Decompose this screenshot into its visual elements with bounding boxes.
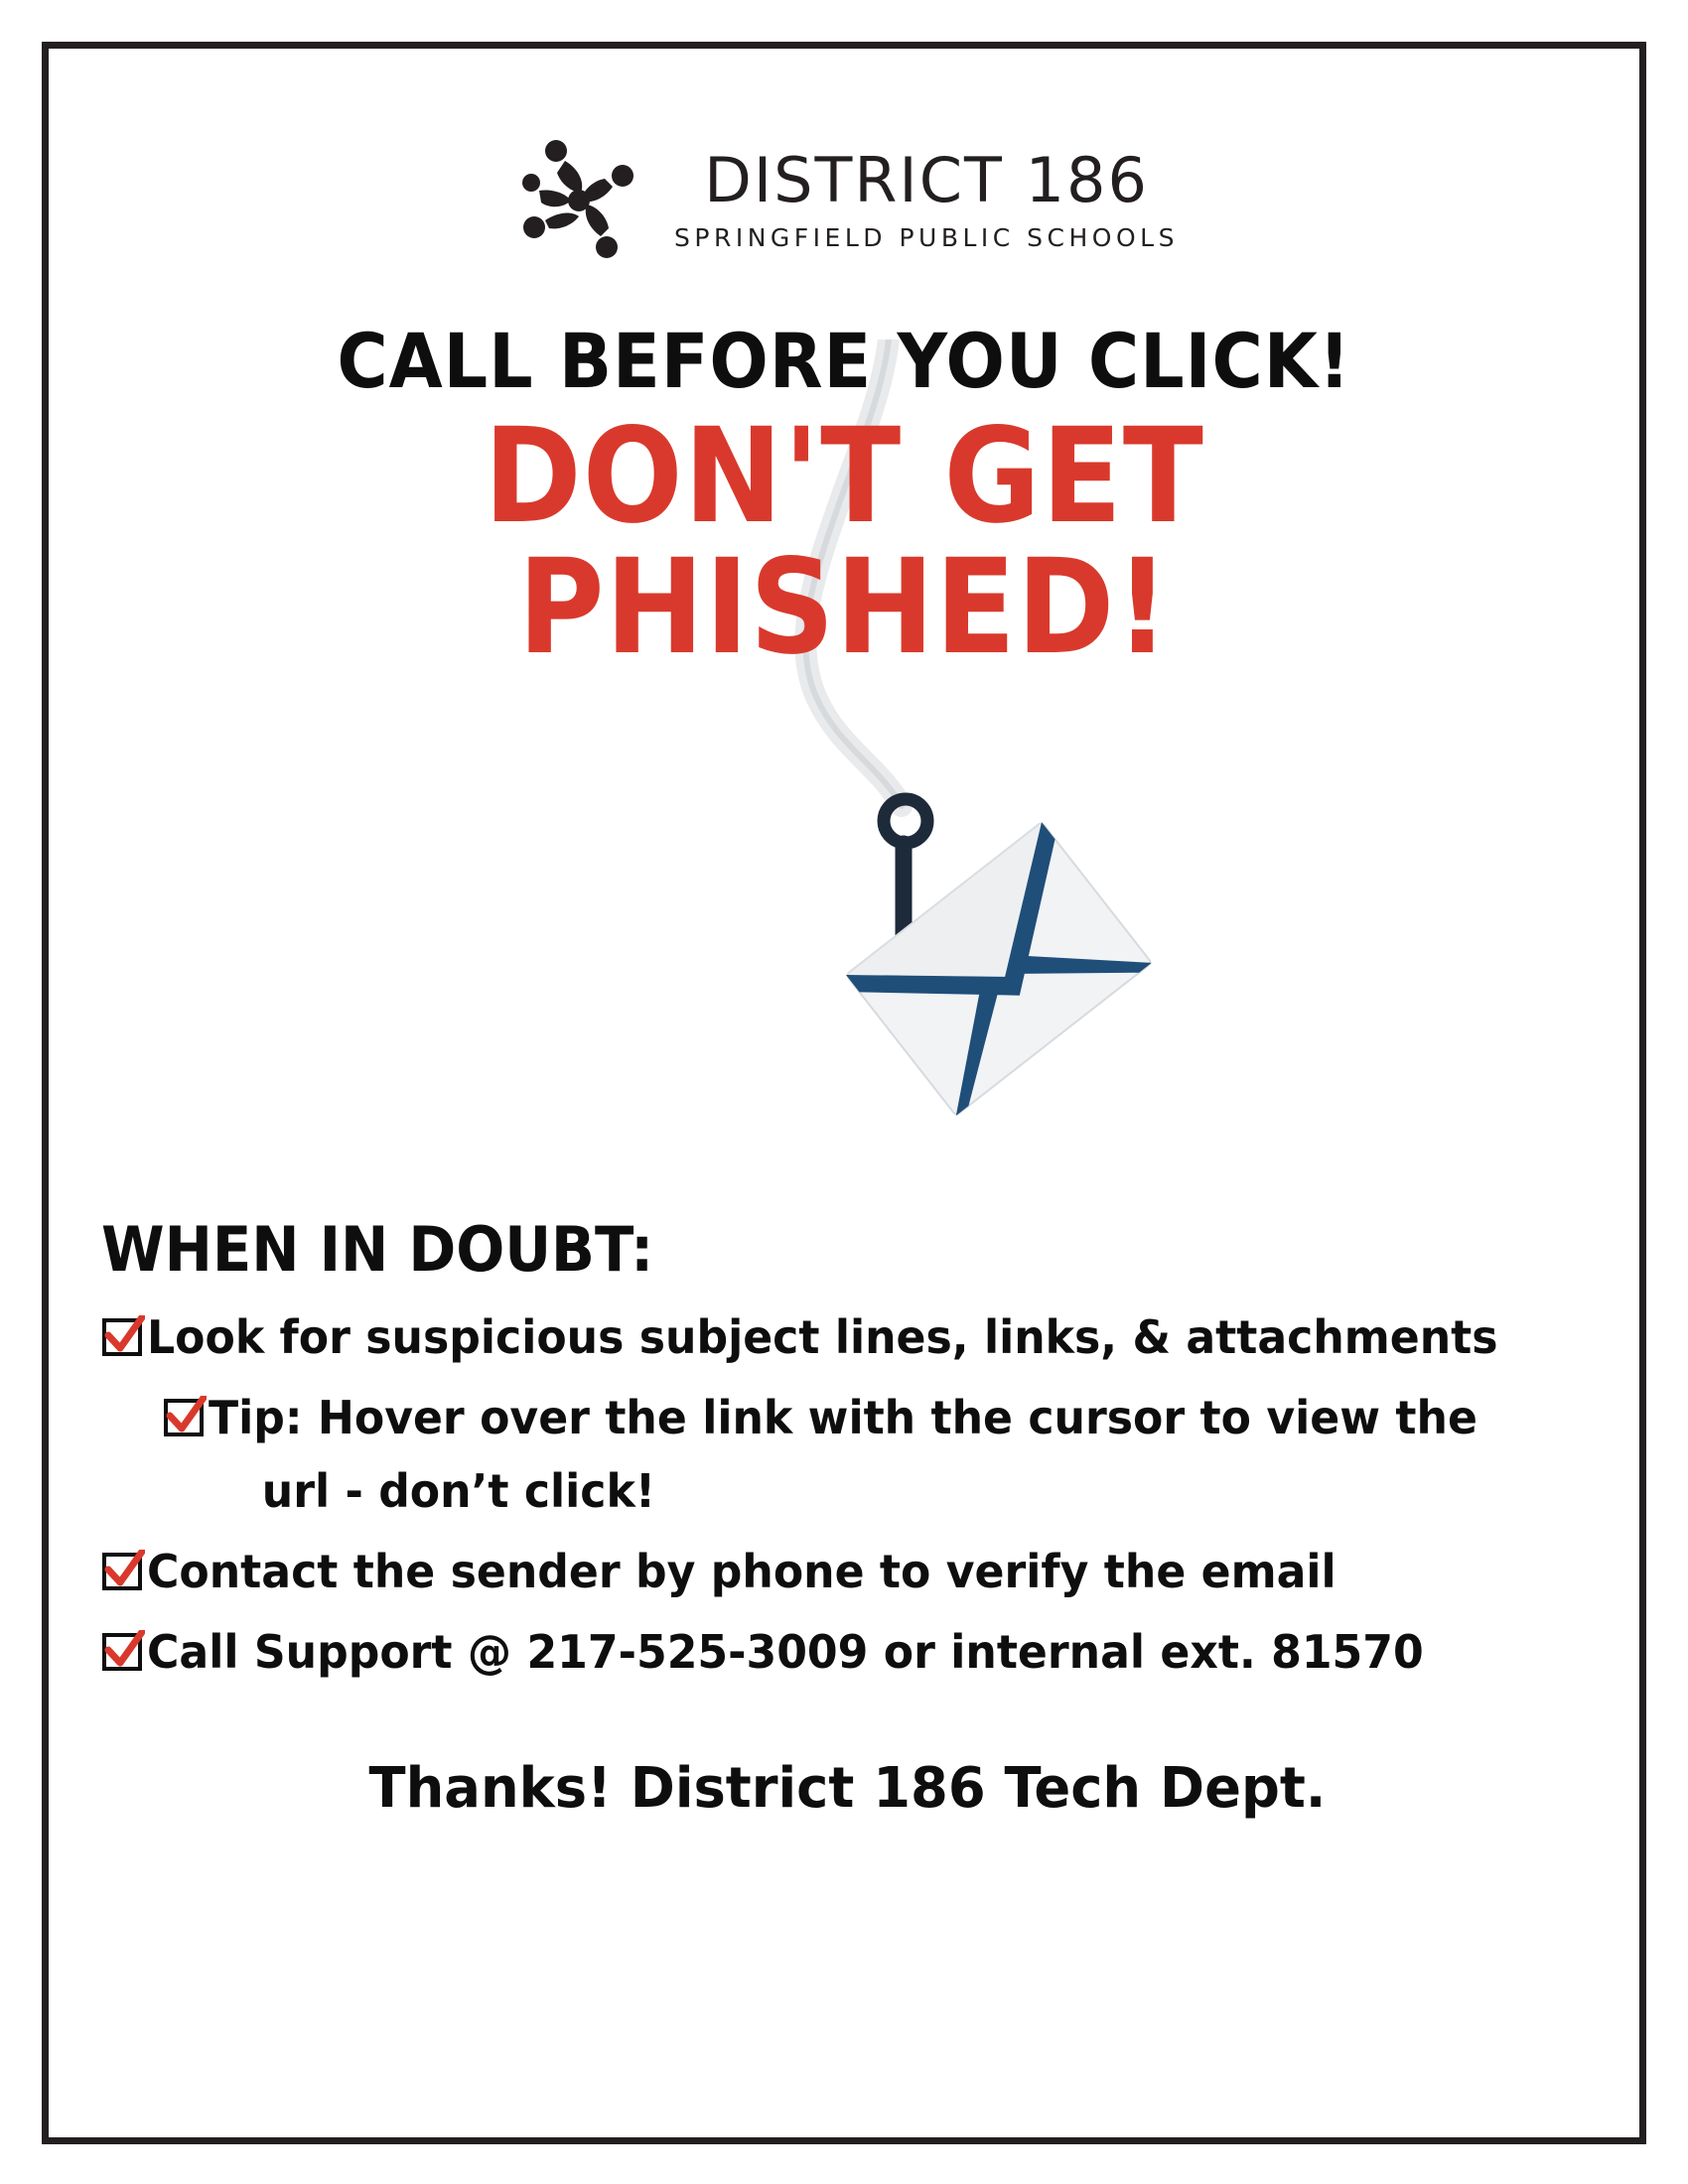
advice-section <box>101 1213 1594 1821</box>
headline-secondary: DON'T GET PHISHED! <box>484 399 1204 684</box>
headline-primary: CALL BEFORE YOU CLICK! <box>337 317 1351 405</box>
district-186-people-logo-icon <box>509 131 648 270</box>
list-item-text: Contact the sender by phone to verify the email <box>147 1545 1336 1599</box>
district-logo <box>94 131 1594 270</box>
list-item-text-wrapper <box>209 1388 1477 1522</box>
section-heading: WHEN IN DOUBT: <box>101 1213 654 1286</box>
list-item <box>101 1622 1594 1683</box>
list-item-continuation: url - don’t click! <box>261 1464 655 1519</box>
list-item-text: Tip: Hover over the link with the cursor to view the <box>209 1390 1477 1444</box>
list-item-text: Call Support @ 217-525-3009 or internal ext. 81570 <box>147 1624 1424 1679</box>
list-item <box>101 1307 1594 1368</box>
district-logo-text <box>674 143 1179 252</box>
checklist <box>101 1307 1594 1683</box>
logo-title: DISTRICT 186 <box>704 143 1149 216</box>
checked-checkbox-icon <box>163 1396 207 1439</box>
list-item-text: Look for suspicious subject lines, links, & attachments <box>147 1310 1498 1364</box>
checked-checkbox-icon <box>101 1630 145 1674</box>
checked-checkbox-icon <box>101 1315 145 1359</box>
list-item <box>101 1388 1594 1522</box>
poster-content <box>40 42 1648 2142</box>
list-item <box>101 1542 1594 1602</box>
headlines <box>94 317 1594 684</box>
closing-line: Thanks! District 186 Tech Dept. <box>368 1755 1327 1821</box>
checked-checkbox-icon <box>101 1550 145 1593</box>
email-envelope-icon <box>846 822 1152 1116</box>
logo-subtitle: SPRINGFIELD PUBLIC SCHOOLS <box>674 222 1179 252</box>
